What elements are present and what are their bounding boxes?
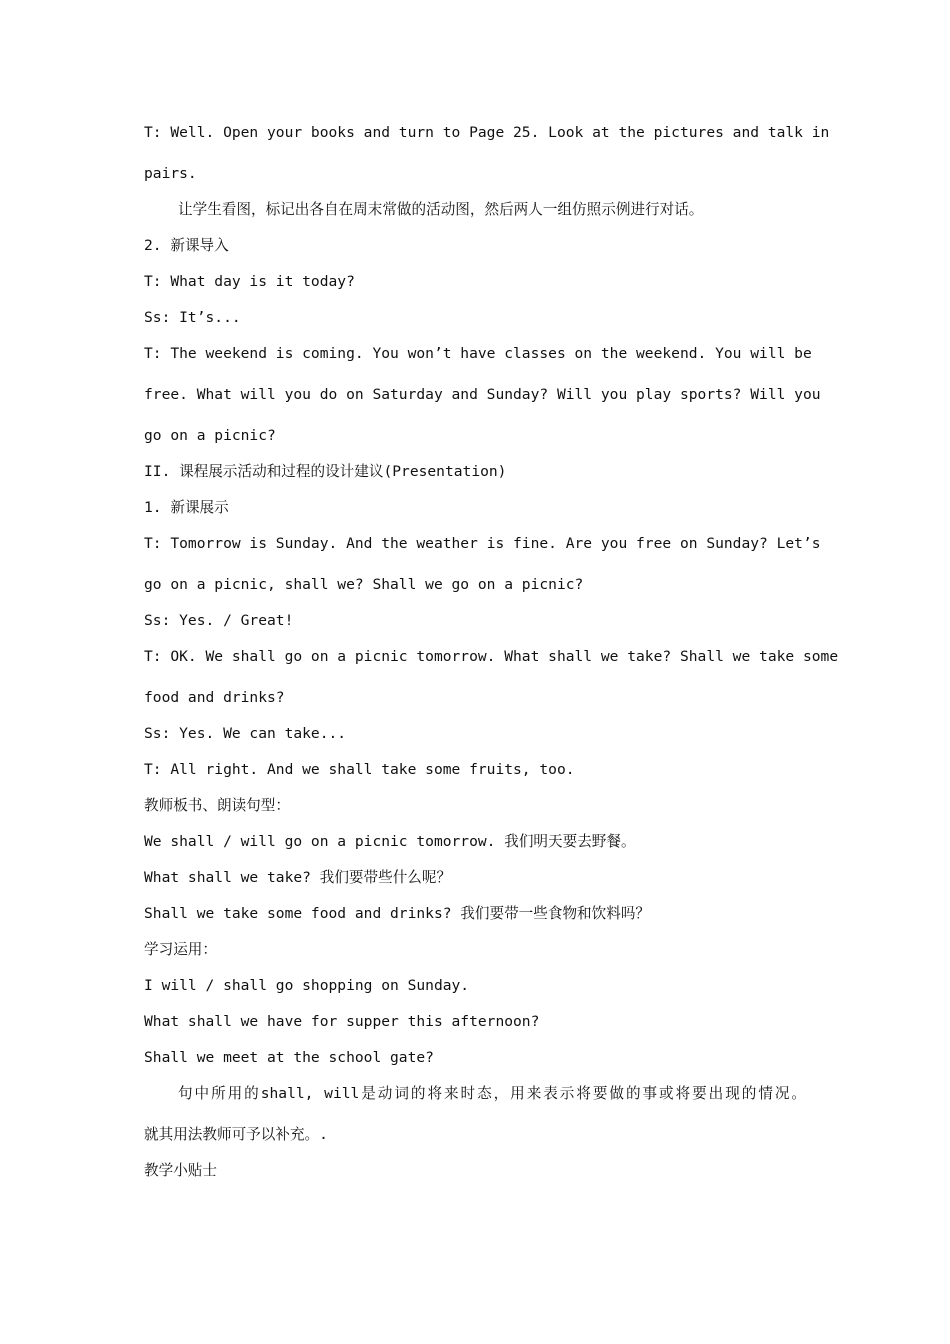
section-heading: II. 课程展示活动和过程的设计建议(Presentation): [144, 463, 507, 480]
section-heading: 1. 新课展示: [144, 499, 229, 516]
text-line: T: OK. We shall go on a picnic tomorrow. What shall we take? Shall we take some: [144, 648, 839, 665]
text-line: Shall we meet at the school gate?: [144, 1049, 434, 1066]
text-line: 句中所用的shall, will是动词的将来时态，用来表示将要做的事或将要出现的情况。: [178, 1085, 806, 1102]
text-line: 就其用法教师可予以补充。.: [144, 1126, 328, 1143]
document-body: [144, 124, 839, 1198]
text-line: T: Tomorrow is Sunday. And the weather is fine. Are you free on Sunday? Let’s: [144, 535, 821, 552]
text-line: What shall we take? 我们要带些什么呢？: [144, 869, 452, 886]
text-line: Ss: It’s...: [144, 309, 241, 326]
text-line: 教学小贴士: [144, 1162, 217, 1179]
text-line: T: What day is it today?: [144, 273, 355, 290]
text-line: T: Well. Open your books and turn to Page 25. Look at the pictures and talk in: [144, 124, 830, 141]
section-heading: 2. 新课导入: [144, 237, 229, 254]
text-line: Ss: Yes. / Great!: [144, 612, 294, 629]
text-line: go on a picnic, shall we? Shall we go on a picnic?: [144, 576, 584, 593]
text-line: 教师板书、朗读句型：: [144, 797, 290, 814]
text-line: T: The weekend is coming. You won’t have classes on the weekend. You will be: [144, 345, 812, 362]
text-line: Ss: Yes. We can take...: [144, 725, 347, 742]
text-line: go on a picnic?: [144, 427, 276, 444]
text-line: 学习运用：: [144, 941, 217, 958]
text-line: pairs.: [144, 165, 197, 182]
text-line: Shall we take some food and drinks? 我们要带一些食物和饮料吗？: [144, 905, 651, 922]
text-line: 让学生看图，标记出各自在周末常做的活动图，然后两人一组仿照示例进行对话。: [178, 201, 704, 218]
text-line: food and drinks?: [144, 689, 285, 706]
text-line: T: All right. And we shall take some fruits, too.: [144, 761, 575, 778]
text-line: free. What will you do on Saturday and Sunday? Will you play sports? Will you: [144, 386, 821, 403]
text-line: We shall / will go on a picnic tomorrow. 我们明天要去野餐。: [144, 833, 636, 850]
text-line: What shall we have for supper this afternoon?: [144, 1013, 540, 1030]
text-line: I will / shall go shopping on Sunday.: [144, 977, 470, 994]
